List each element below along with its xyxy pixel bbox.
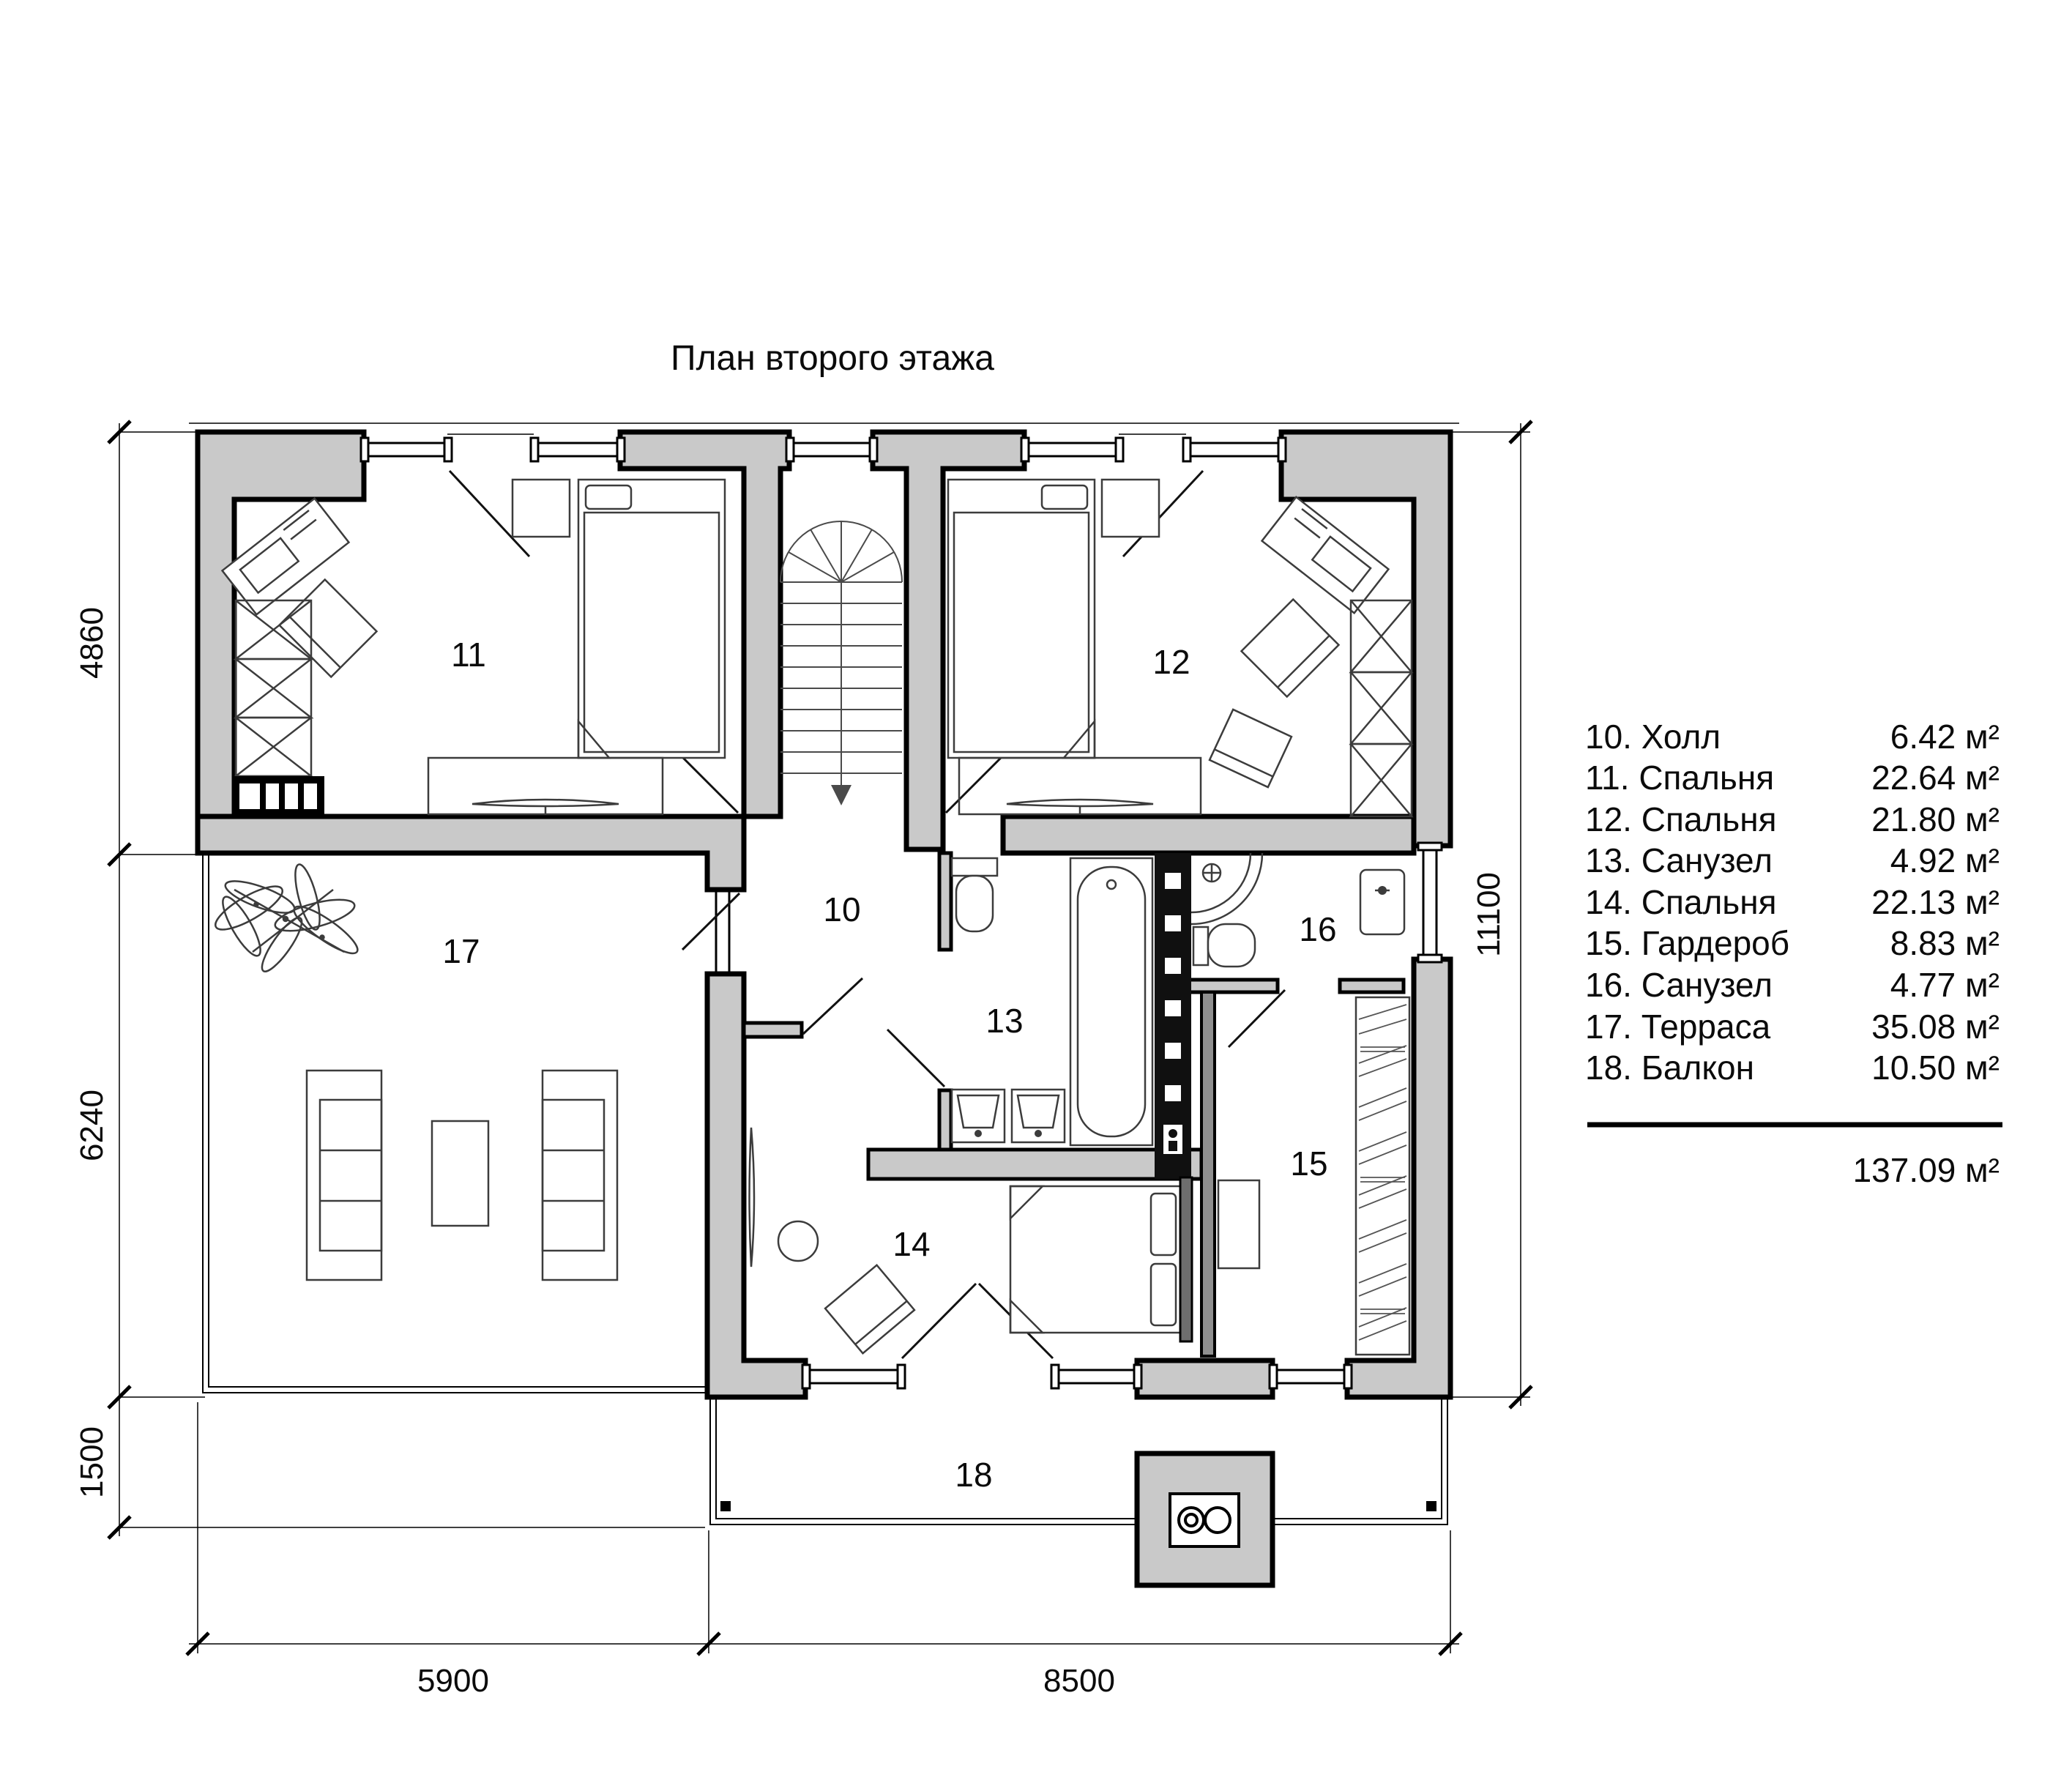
bathroom-13-fixtures: [952, 858, 1152, 1145]
dim-left-mid: 6240: [74, 1090, 110, 1161]
legend-row-area: 6.42 м²: [1890, 718, 2000, 756]
shelving-hatch: [1359, 1005, 1406, 1340]
bed-icon: [948, 480, 1159, 758]
tv-stand-icon: [959, 758, 1201, 814]
tv-icon: [750, 1128, 755, 1267]
room-label-balcony-18: 18: [955, 1456, 993, 1494]
coffee-table-icon: [432, 1121, 488, 1226]
bed-icon: [1010, 1177, 1192, 1341]
legend-row-name: 12. Спальня: [1585, 800, 1777, 838]
room-label-bath-13: 13: [985, 1002, 1024, 1040]
bed-icon: [513, 480, 725, 758]
room-label-hall: 10: [823, 890, 861, 928]
legend-row-area: 10.50 м²: [1871, 1049, 2000, 1087]
shelf-icon: [1218, 1180, 1259, 1268]
sink-icon: [1360, 870, 1404, 934]
dim-bottom-right: 8500: [1043, 1663, 1115, 1699]
room-label-bedroom-12: 12: [1152, 643, 1190, 681]
dim-left-bottom: 1500: [74, 1426, 110, 1498]
legend-row-area: 4.77 м²: [1890, 966, 2000, 1004]
legend-row-area: 4.92 м²: [1890, 841, 2000, 879]
radiator-icon: [232, 776, 324, 816]
right-wall-window: [1418, 843, 1442, 962]
legend-row-name: 18. Балкон: [1585, 1049, 1754, 1087]
balcony: [710, 1397, 1447, 1585]
sink-icon: [952, 1090, 1005, 1142]
sofa-icon: [543, 1071, 617, 1280]
side-table-icon: [778, 1221, 818, 1261]
bathtub-icon: [1070, 858, 1152, 1145]
wall-14-15-divider: [1201, 992, 1215, 1356]
armchair-icon: [1242, 600, 1339, 697]
sofa-icon: [307, 1071, 381, 1280]
legend-row-name: 17. Терраса: [1585, 1008, 1771, 1046]
plant-icon: [210, 862, 363, 975]
armchair-icon: [825, 1265, 914, 1353]
tv-stand-icon: [428, 758, 663, 814]
dim-right: 11100: [1471, 872, 1507, 957]
legend-row-name: 13. Санузел: [1585, 841, 1773, 879]
terrace-door: [682, 890, 739, 974]
stairs-icon: [780, 521, 902, 805]
legend: [1585, 718, 2002, 1189]
legend-row-name: 11. Спальня: [1585, 759, 1775, 797]
shower-icon: [1191, 853, 1262, 924]
legend-row-area: 22.13 м²: [1871, 883, 2000, 921]
dim-bottom-left: 5900: [417, 1663, 489, 1699]
legend-row-name: 10. Холл: [1585, 718, 1721, 756]
armchair-icon: [1210, 710, 1292, 787]
desk-icon: [1262, 497, 1389, 613]
sink-icon: [1012, 1090, 1065, 1142]
wardrobe-icon: [1351, 600, 1412, 816]
bathroom-16-fixtures: [1191, 853, 1404, 967]
toilet-icon: [952, 858, 997, 931]
chimney-icon: [1137, 1453, 1272, 1585]
armchair-icon: [280, 580, 377, 677]
room-label-wardrobe-15: 15: [1290, 1144, 1328, 1183]
room-label-bedroom-11: 11: [451, 636, 486, 674]
toilet-icon: [1193, 924, 1255, 967]
dim-left-top: 4860: [74, 607, 110, 679]
room-label-terrace-17: 17: [442, 932, 480, 970]
legend-row-name: 15. Гардероб: [1585, 924, 1790, 962]
legend-row-name: 14. Спальня: [1585, 883, 1777, 921]
room-label-bedroom-14: 14: [892, 1225, 931, 1263]
legend-total: 137.09 м²: [1852, 1151, 2000, 1189]
ventilation-shaft-icon: [1155, 853, 1191, 1179]
legend-row-area: 35.08 м²: [1871, 1008, 2000, 1046]
room-label-bath-16: 16: [1299, 910, 1337, 948]
legend-row-name: 16. Санузел: [1585, 966, 1773, 1004]
legend-row-area: 8.83 м²: [1890, 924, 2000, 962]
page-title: План второго этажа: [671, 339, 994, 378]
legend-row-area: 22.64 м²: [1871, 759, 2000, 797]
legend-row-area: 21.80 м²: [1871, 800, 2000, 838]
